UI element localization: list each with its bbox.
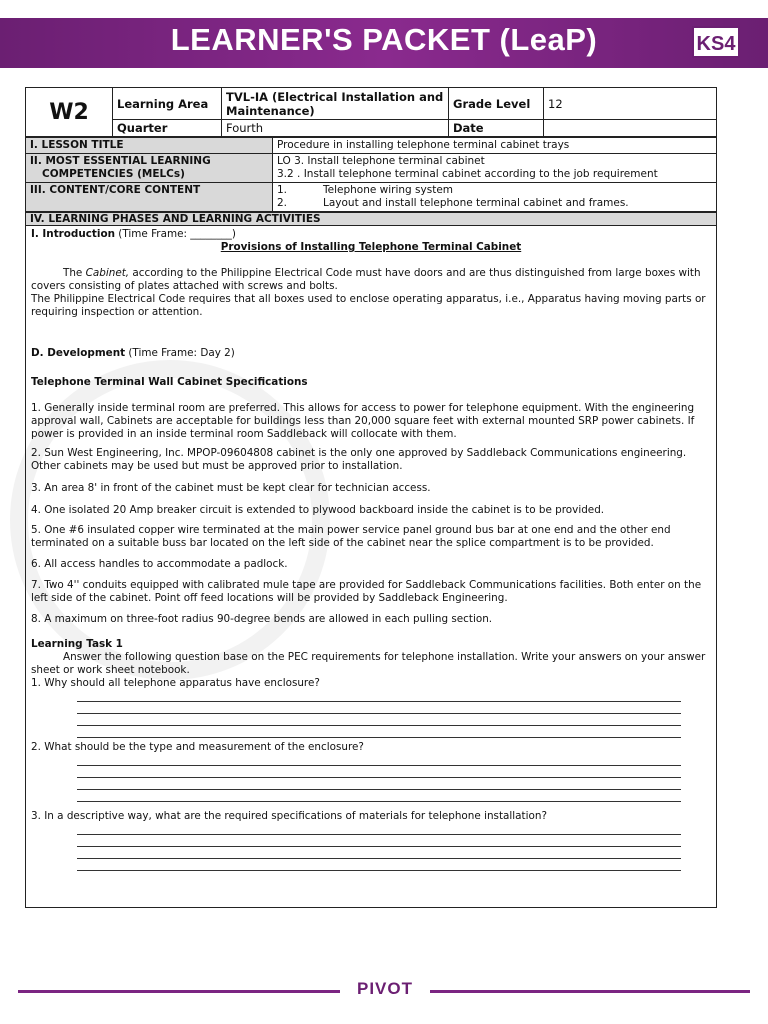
spec-heading: Telephone Terminal Wall Cabinet Specifications bbox=[31, 376, 308, 388]
answer-line[interactable] bbox=[77, 790, 681, 802]
spec-item: 4. One isolated 20 Amp breaker circuit is extended to plywood backboard inside the cabinet is to be provided. bbox=[31, 504, 605, 516]
melc-label-line1: II. MOST ESSENTIAL LEARNING bbox=[30, 155, 211, 167]
quarter-label: Quarter bbox=[113, 120, 222, 137]
spec-item: 6. All access handles to accommodate a padlock. bbox=[31, 558, 288, 570]
spec-item: 8. A maximum on three-foot radius 90-degree bends are allowed in each pulling section. bbox=[31, 613, 493, 625]
learning-area-value: TVL-IA (Electrical Installation and Maintenance) bbox=[222, 88, 449, 120]
melc-item: LO 3. Install telephone terminal cabinet bbox=[277, 155, 485, 167]
learning-phases-header: IV. LEARNING PHASES AND LEARNING ACTIVITIES bbox=[26, 212, 716, 226]
answer-line[interactable] bbox=[77, 726, 681, 738]
answer-line[interactable] bbox=[77, 823, 681, 835]
quarter-value: Fourth bbox=[222, 120, 449, 137]
ks4-badge: KS4 bbox=[692, 26, 740, 58]
answer-line[interactable] bbox=[77, 702, 681, 714]
lesson-title-label: I. LESSON TITLE bbox=[26, 138, 273, 154]
melc-label-line2: COMPETENCIES (MELCs) bbox=[42, 168, 185, 180]
answer-line[interactable] bbox=[77, 859, 681, 871]
spec-item: 7. Two 4'' conduits equipped with calibrated mule tape are provided for Saddleback Communications facilities. Both enter on the left side of the cabinet. Point off feed locations will be provided by Saddleback Engineering. bbox=[31, 579, 702, 604]
spec-item: 5. One #6 insulated copper wire terminated at the main power service panel ground bus bar at one end and the other end terminated on a suitable buss bar located on the left side of the cabinet near the splice compartment is to be provided. bbox=[31, 524, 671, 549]
answer-line[interactable] bbox=[77, 778, 681, 790]
content-label: III. CONTENT/CORE CONTENT bbox=[26, 183, 273, 212]
task-question: 1. Why should all telephone apparatus have enclosure? bbox=[31, 677, 320, 689]
spec-item: 3. An area 8' in front of the cabinet must be kept clear for technician access. bbox=[31, 482, 431, 494]
content-item: 2. Layout and install telephone terminal cabinet and frames. bbox=[277, 197, 629, 209]
development-line: D. Development (Time Frame: Day 2) bbox=[31, 347, 235, 359]
answer-line[interactable] bbox=[77, 690, 681, 702]
leap-banner bbox=[0, 18, 768, 68]
banner-title: LEARNER'S PACKET (LeaP) bbox=[170, 22, 598, 57]
pivot-logo: PIVOT bbox=[340, 979, 430, 1001]
provisions-heading: Provisions of Installing Telephone Terminal Cabinet bbox=[220, 241, 522, 253]
lesson-title-value: Procedure in installing telephone terminal cabinet trays bbox=[273, 138, 717, 154]
melc-value bbox=[273, 154, 717, 183]
answer-line[interactable] bbox=[77, 766, 681, 778]
intro-paragraph: The Cabinet, according to the Philippine Electrical Code must have doors and are thus distinguished from large boxes with covers consisting of plates attached with screws and bolts. bbox=[31, 267, 701, 292]
intro-paragraph: The Philippine Electrical Code requires that all boxes used to enclose operating apparatus, i.e., Apparatus having moving parts or requiring inspection or attention. bbox=[31, 293, 706, 318]
learning-area-label: Learning Area bbox=[113, 88, 222, 120]
melc-label bbox=[26, 154, 273, 183]
spec-item: 1. Generally inside terminal room are preferred. This allows for access to power for telephone equipment. With the engineering approval wall, Cabinets are acceptable for buildings less than 20,000 square feet with external mounted SRP power cabinets. If power is provided in an inside terminal room Saddleback will collocate with them. bbox=[31, 402, 695, 440]
learning-task-label: Learning Task 1 bbox=[31, 638, 123, 650]
week-cell: W2 bbox=[26, 88, 113, 137]
header-table bbox=[25, 87, 717, 137]
lesson-info-table bbox=[25, 137, 717, 212]
content-item: 1. Telephone wiring system bbox=[277, 184, 454, 196]
learning-content bbox=[31, 228, 711, 871]
task-question: 2. What should be the type and measurement of the enclosure? bbox=[31, 741, 364, 753]
date-label: Date bbox=[449, 120, 544, 137]
task-question: 3. In a descriptive way, what are the required specifications of materials for telephone installation? bbox=[31, 810, 547, 822]
answer-line[interactable] bbox=[77, 835, 681, 847]
answer-line[interactable] bbox=[77, 714, 681, 726]
answer-line[interactable] bbox=[77, 847, 681, 859]
task-instruction: Answer the following question base on the PEC requirements for telephone installation. Write your answers on your answer sheet or work sheet notebook. bbox=[31, 651, 706, 676]
answer-line[interactable] bbox=[77, 754, 681, 766]
introduction-line: I. Introduction (Time Frame: ________) bbox=[31, 228, 236, 240]
grade-level-label: Grade Level bbox=[449, 88, 544, 120]
content-value bbox=[273, 183, 717, 212]
date-value bbox=[544, 120, 717, 137]
grade-level-value: 12 bbox=[544, 88, 717, 120]
spec-item: 2. Sun West Engineering, Inc. MPOP-09604808 cabinet is the only one approved by Saddleback Communications engineering. Other cabinets may be used but must be approved prior to installation. bbox=[31, 447, 687, 472]
melc-item: 3.2 . Install telephone terminal cabinet according to the job requirement bbox=[277, 168, 658, 180]
